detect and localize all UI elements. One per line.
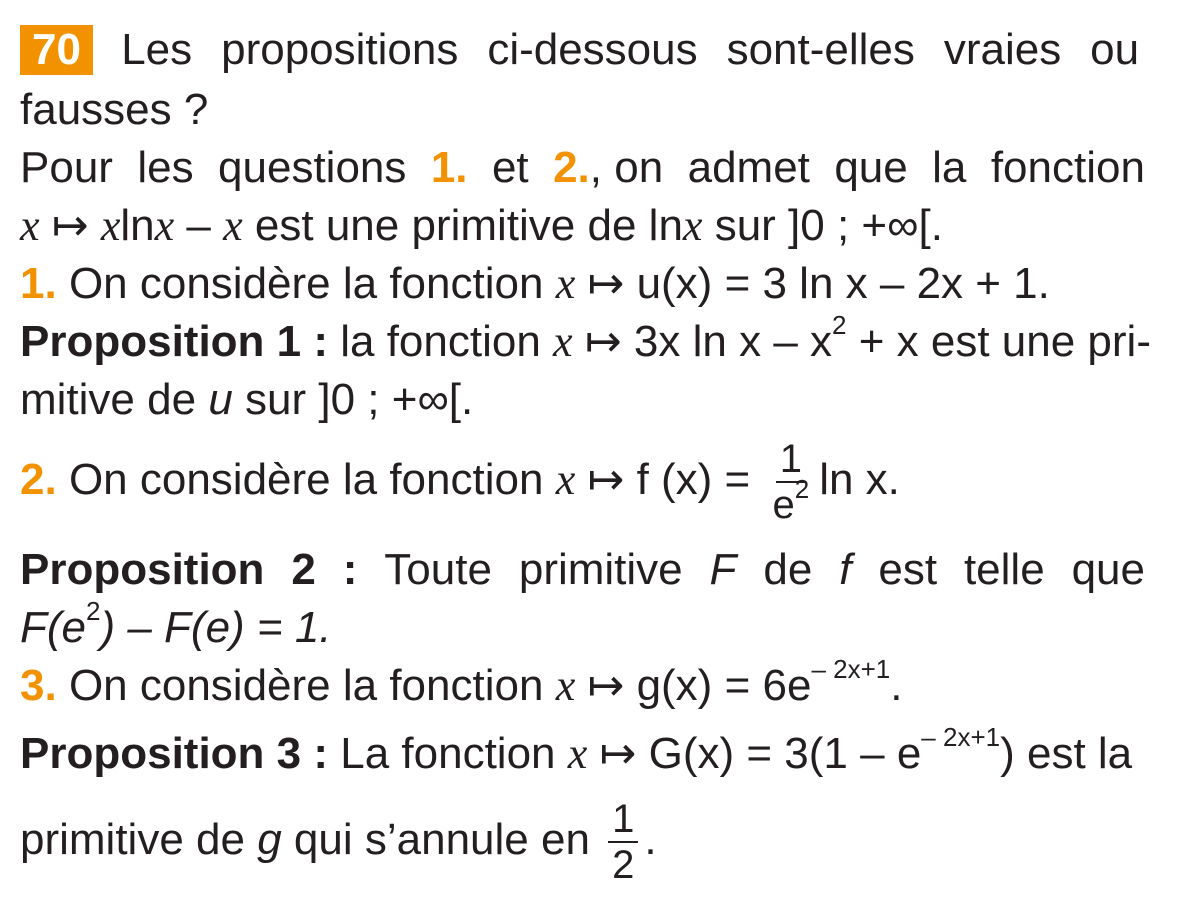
math-var: x: [154, 201, 175, 250]
proposition-1-line-1: [20, 310, 1151, 368]
interval: sur ]0 ; +∞[.: [714, 201, 943, 250]
fraction-numerator: 1: [608, 797, 638, 843]
word: Toute: [384, 545, 492, 594]
ln: ln: [648, 201, 683, 250]
math-var: x: [553, 317, 573, 366]
question-text: On considère la fonction: [68, 455, 544, 504]
fraction: [608, 797, 638, 887]
math-var: x: [100, 201, 121, 250]
interval: sur ]0 ; +∞[.: [245, 375, 474, 424]
question-3: [20, 654, 1145, 712]
word: propositions: [221, 25, 459, 74]
function-expression: G(x) = 3(1 – e: [648, 729, 922, 778]
text: primitive de: [20, 815, 245, 864]
function-expression: 3x ln x – x: [633, 317, 833, 366]
exponent: – 2x+1: [811, 654, 891, 685]
math-var: x: [223, 201, 243, 250]
question-number: 1.: [20, 259, 57, 308]
proposition-3-line-2: [20, 790, 1145, 890]
word: primitive: [518, 545, 683, 594]
admit-line-2: [20, 200, 1145, 252]
question-text: On considère la fonction: [68, 661, 544, 710]
fraction-denominator: [768, 474, 813, 528]
math-var: x: [555, 259, 576, 308]
proposition-2-line-1: [20, 544, 1145, 596]
math-var: x: [567, 729, 588, 778]
proposition-label: Proposition 1 :: [20, 317, 328, 366]
word: ou: [1090, 25, 1140, 74]
proposition-label: Proposition 3 :: [20, 729, 328, 778]
maps-to-arrow: ↦: [51, 201, 89, 250]
word: est: [878, 545, 938, 594]
word: fonction: [990, 143, 1145, 192]
text: mitive de: [20, 375, 197, 424]
exercise-number-badge: 70: [20, 25, 93, 75]
text: La fonction: [340, 729, 556, 778]
proposition-1-line-2: [20, 374, 1145, 426]
text: ln x.: [819, 455, 900, 504]
word: la: [932, 143, 967, 192]
function-expression: g(x) = 6e: [636, 661, 812, 710]
math-var: F: [709, 545, 737, 594]
word: que: [1071, 545, 1145, 594]
colon: :: [342, 545, 358, 594]
question-1: [20, 258, 1145, 310]
exponent: 2: [86, 596, 101, 627]
math-expression: ) – F(e) = 1.: [100, 603, 332, 652]
question-number: 2.: [20, 455, 57, 504]
word: et: [491, 143, 529, 192]
math-expression: F(e: [20, 603, 86, 652]
fraction-denominator: 2: [612, 843, 635, 888]
punctuation: .: [890, 661, 903, 710]
word: vraies: [943, 25, 1062, 74]
text: est une primitive de: [254, 201, 637, 250]
fraction: [768, 437, 813, 527]
exponent: 2: [832, 310, 847, 341]
word: sont-elles: [726, 25, 915, 74]
text: qui s’annule en: [293, 815, 590, 864]
intro-words: [121, 24, 1139, 76]
function-expression: f (x) =: [636, 455, 751, 504]
exponent: – 2x+1: [921, 722, 1001, 753]
math-var: x: [555, 661, 576, 710]
word: les: [137, 143, 194, 192]
text: + x est une pri-: [858, 317, 1151, 366]
math-var: g: [257, 815, 282, 864]
exponent: 2: [794, 474, 810, 505]
maps-to-arrow: ↦: [587, 455, 625, 504]
question-ref-1: 1.: [430, 143, 468, 192]
word: Les: [121, 25, 193, 74]
word: que: [834, 143, 908, 192]
word: de: [763, 545, 813, 594]
text: ) est la: [1000, 729, 1133, 778]
function-expression: u(x) = 3 ln x – 2x + 1.: [636, 259, 1050, 308]
proposition-3-line-1: [20, 722, 1145, 780]
minus: –: [186, 201, 211, 250]
word: admet: [687, 143, 810, 192]
proposition-number: 2: [291, 545, 316, 594]
word: telle: [963, 545, 1045, 594]
word: questions: [218, 143, 407, 192]
base: e: [772, 483, 795, 528]
intro-line-1: [20, 24, 1145, 76]
maps-to-arrow: ↦: [587, 661, 625, 710]
math-var: u: [208, 375, 233, 424]
ln: ln: [120, 201, 155, 250]
maps-to-arrow: ↦: [584, 317, 622, 366]
question-ref-2: 2.: [553, 143, 590, 192]
intro-line-2: fausses ?: [20, 85, 209, 134]
question-number: 3.: [20, 661, 57, 710]
math-var: x: [682, 201, 703, 250]
word: , on: [589, 143, 664, 192]
proposition-label: Proposition: [20, 545, 265, 594]
question-text: On considère la fonction: [68, 259, 544, 308]
text: la fonction: [340, 317, 541, 366]
math-var: x: [555, 455, 576, 504]
fraction-numerator: 1: [776, 437, 806, 483]
proposition-2-line-2: [20, 596, 1145, 654]
admit-line-1: [20, 142, 1145, 194]
maps-to-arrow: ↦: [587, 259, 625, 308]
math-var: f: [839, 545, 852, 594]
question-2: [20, 430, 1145, 530]
maps-to-arrow: ↦: [599, 729, 637, 778]
word: ci-dessous: [487, 25, 698, 74]
math-var: x: [20, 201, 40, 250]
punctuation: .: [644, 815, 657, 864]
word: Pour: [20, 143, 113, 192]
